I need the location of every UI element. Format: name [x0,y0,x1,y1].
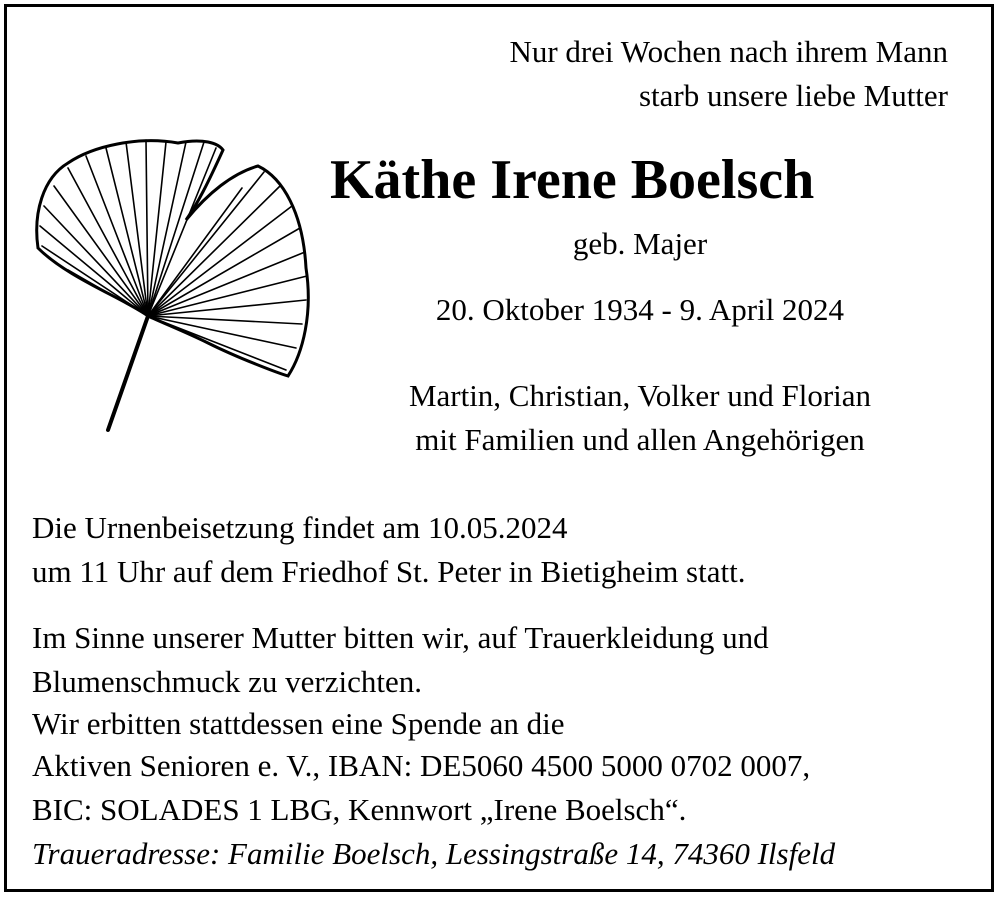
donation-line-5: BIC: SOLADES 1 LBG, Kennwort „Irene Boelsch“. [32,792,687,827]
intro-line-2: starb unsere liebe Mutter [638,78,948,113]
intro-line-1: Nur drei Wochen nach ihrem Mann [509,34,948,69]
donation-line-2: Blumenschmuck zu verzichten. [32,664,422,699]
deceased-name: Käthe Irene Boelsch [330,149,815,211]
maiden-name: geb. Majer [572,226,708,261]
mourners-line-2: mit Familien und allen Angehörigen [415,422,865,457]
life-dates: 20. Oktober 1934 - 9. April 2024 [435,292,845,327]
ginkgo-leaf-icon [28,128,318,433]
funeral-line-1: Die Urnenbeisetzung findet am 10.05.2024 [32,510,568,545]
funeral-line-2: um 11 Uhr auf dem Friedhof St. Peter in Bietigheim statt. [32,554,746,589]
mourners-line-1: Martin, Christian, Volker und Florian [408,378,872,413]
mourning-address: Traueradresse: Familie Boelsch, Lessingstraße 14, 74360 Ilsfeld [32,836,836,871]
donation-line-3: Wir erbitten stattdessen eine Spende an die [32,706,565,741]
donation-line-1: Im Sinne unserer Mutter bitten wir, auf Trauerkleidung und [32,620,769,655]
donation-line-4: Aktiven Senioren e. V., IBAN: DE5060 4500 5000 0702 0007, [32,748,811,783]
